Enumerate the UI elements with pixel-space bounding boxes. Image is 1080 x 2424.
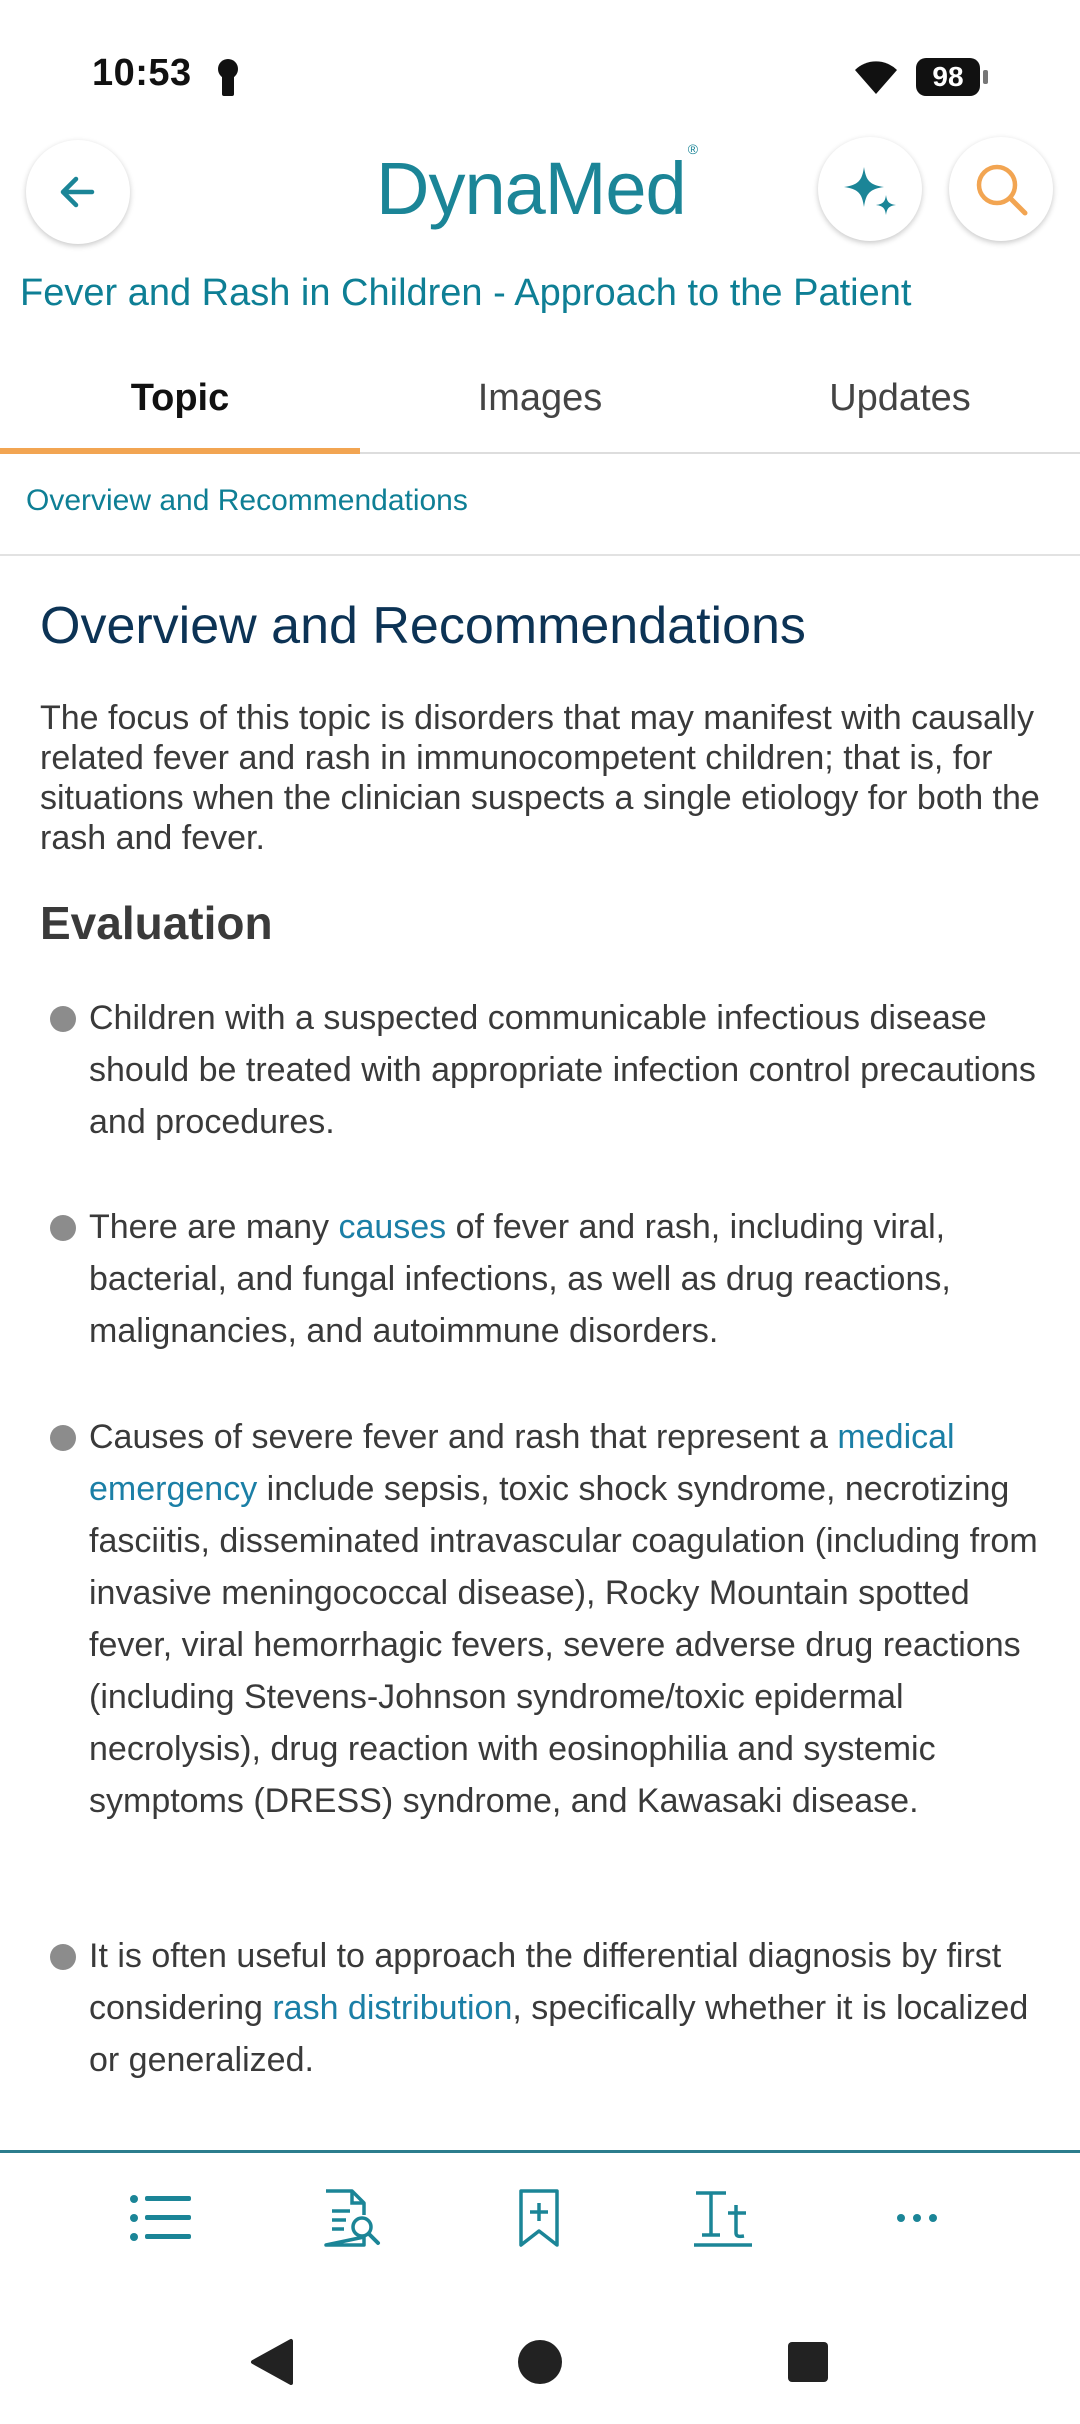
vpn-key-icon (214, 58, 242, 98)
tab-bar (0, 360, 1080, 454)
bullet-paragraph-4 (89, 1930, 1049, 2086)
bullet-marker (50, 1425, 66, 1441)
find-in-page-button[interactable] (316, 2183, 386, 2253)
divider (0, 554, 1080, 556)
topic-title: Fever and Rash in Children - Approach to the Patient (20, 272, 912, 314)
wifi-icon (853, 58, 899, 96)
system-back-button[interactable] (242, 2332, 302, 2392)
active-tab-indicator (0, 448, 360, 454)
bullet-text: Children with a suspected communicable infectious disease should be treated with appropriate infection control precautions and procedures. (89, 999, 1036, 1141)
system-navigation-bar (0, 2294, 1080, 2424)
tab-topic[interactable]: Topic (130, 377, 230, 419)
bullet-marker (50, 1944, 66, 1960)
status-time: 10:53 (92, 52, 192, 94)
back-button[interactable] (26, 140, 130, 244)
dynamed-logo (376, 141, 698, 231)
section-heading: Overview and Recommendations (40, 597, 806, 655)
search-icon (971, 159, 1031, 219)
bottom-toolbar (0, 2153, 1080, 2293)
arrow-left-icon (56, 170, 100, 214)
bullet-text: There are many (89, 1208, 339, 1246)
status-bar (0, 0, 1080, 130)
bookmark-button[interactable] (504, 2183, 574, 2253)
intro-paragraph: The focus of this topic is disorders that may manifest with causally related fever and rash in immunocompetent children; that is, for situations when the clinician suspects a single etiology for both the rash and fever. (40, 699, 1040, 857)
tab-updates[interactable]: Updates (829, 377, 971, 419)
text-size-icon (692, 2187, 754, 2249)
registered-mark: ® (687, 141, 698, 158)
medical-emergency-link[interactable]: medical emergency (89, 1418, 955, 1508)
bullet-text: of fever and rash, including viral, bacterial, and fungal infections, as well as drug reactions, malignancies, and autoimmune disorders. (89, 1208, 951, 1350)
system-recents-button[interactable] (778, 2332, 838, 2392)
bullet-paragraph-3 (89, 1411, 1049, 1827)
square-recents-icon (785, 2339, 831, 2385)
table-of-contents-button[interactable] (126, 2183, 196, 2253)
tab-images[interactable]: Images (477, 377, 603, 419)
battery-indicator (916, 58, 988, 96)
bullet-text: Causes of severe fever and rash that represent a (89, 1418, 838, 1456)
system-home-button[interactable] (510, 2332, 570, 2392)
causes-link[interactable]: causes (338, 1208, 447, 1246)
battery-level: 98 (916, 58, 980, 96)
sparkle-icon (840, 159, 900, 219)
logo-text: DynaMed (376, 147, 686, 230)
bullet-text: include sepsis, toxic shock syndrome, necrotizing fasciitis, disseminated intravascular coagulation (including from invasive meningococcal disease), Rocky Mountain spotted fever, viral hemorrhagic fevers, severe adverse drug reactions (including Stevens-Johnson syndrome/toxic epidermal necrolysis), drug reaction with eosinophilia and systemic symptoms (DRESS) syndrome, and Kawasaki disease. (89, 1470, 1038, 1820)
section-jump-link[interactable]: Overview and Recommendations (26, 484, 468, 517)
bookmark-add-icon (515, 2187, 563, 2249)
circle-home-icon (515, 2337, 565, 2387)
bullet-text: , specifically whether it is localized or generalized. (89, 1989, 1029, 2079)
ai-assistant-button[interactable] (818, 137, 922, 241)
bullet-marker (50, 1006, 66, 1022)
find-in-page-icon (320, 2187, 382, 2249)
more-button[interactable] (882, 2183, 952, 2253)
evaluation-heading: Evaluation (40, 897, 273, 949)
rash-distribution-link[interactable]: rash distribution (272, 1989, 513, 2027)
more-icon (895, 2212, 939, 2224)
table-of-contents-icon (129, 2193, 193, 2243)
bullet-paragraph-1 (89, 992, 1049, 1148)
triangle-back-icon (247, 2337, 297, 2387)
search-button[interactable] (949, 137, 1053, 241)
bullet-marker (50, 1215, 66, 1231)
bullet-paragraph-2 (89, 1201, 1049, 1357)
bullet-text: It is often useful to approach the differential diagnosis by first considering (89, 1937, 1002, 2027)
battery-tip (983, 70, 988, 84)
text-size-button[interactable] (688, 2183, 758, 2253)
